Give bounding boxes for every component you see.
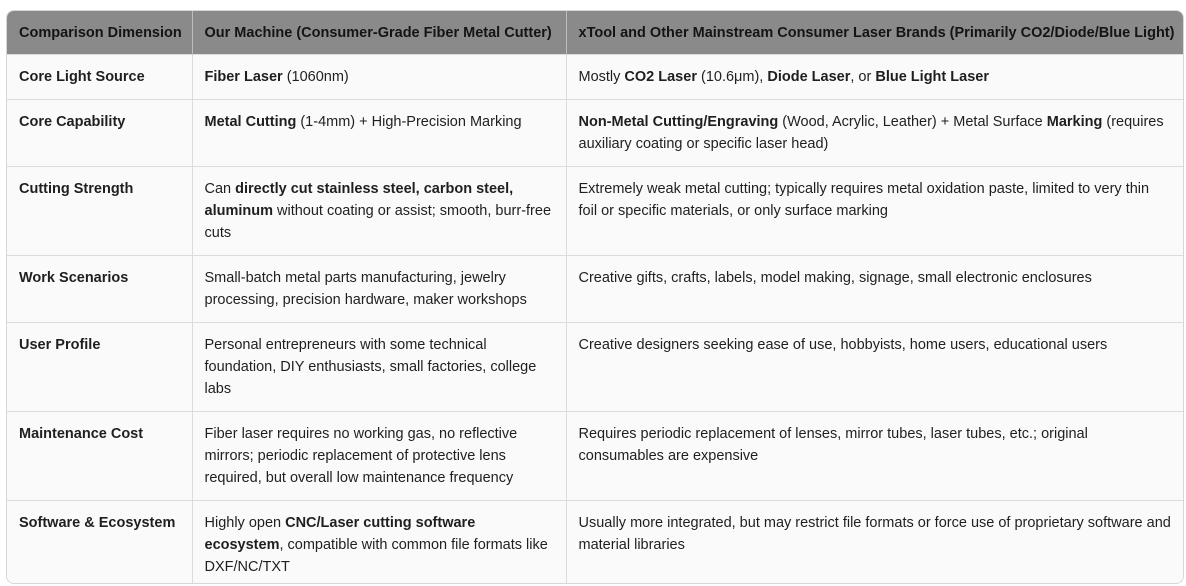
our-machine-cell <box>192 323 566 412</box>
text-run: Small-batch metal parts manufacturing, jewelry processing, precision hardware, maker workshops <box>204 270 527 308</box>
bold-text-run: Fiber Laser <box>204 69 283 85</box>
our-machine-cell <box>192 55 566 100</box>
other-brands-cell <box>566 100 1183 167</box>
text-run: , compatible with common file formats like DXF/NC/TXT <box>204 537 548 575</box>
text-run: (1060nm) <box>282 69 349 85</box>
text-run: Creative gifts, crafts, labels, model making, signage, small electronic enclosures <box>578 270 1092 286</box>
header-our-machine: Our Machine (Consumer-Grade Fiber Metal Cutter) <box>192 11 566 55</box>
other-brands-cell <box>566 501 1183 585</box>
text-run: (10.6μm), <box>696 69 768 85</box>
header-other-brands: xTool and Other Mainstream Consumer Laser Brands (Primarily CO2/Diode/Blue Light) <box>566 11 1183 55</box>
bold-text-run: directly cut stainless steel, carbon steel, aluminum <box>204 181 514 219</box>
table-row <box>7 256 1183 323</box>
text-run: Mostly <box>578 69 625 85</box>
row-dimension-cell: User Profile <box>7 323 192 412</box>
row-dimension-cell: Work Scenarios <box>7 256 192 323</box>
our-machine-cell <box>192 167 566 256</box>
text-run: Extremely weak metal cutting; typically requires metal oxidation paste, limited to very thin foil or specific materials, or only surface marking <box>578 181 1150 219</box>
text-run: Usually more integrated, but may restrict file formats or force use of proprietary software and material libraries <box>578 515 1171 553</box>
text-run: Personal entrepreneurs with some technical foundation, DIY enthusiasts, small factories, college labs <box>204 337 537 397</box>
text-run: Fiber laser requires no working gas, no reflective mirrors; periodic replacement of protective lens required, but overall low maintenance frequency <box>204 426 518 486</box>
row-dimension-cell: Maintenance Cost <box>7 412 192 501</box>
text-run: , or <box>850 69 876 85</box>
bold-text-run: Marking <box>1046 114 1103 130</box>
text-run: (1-4mm) + High-Precision Marking <box>296 114 522 130</box>
comparison-table <box>7 11 1183 584</box>
our-machine-cell <box>192 256 566 323</box>
other-brands-cell <box>566 167 1183 256</box>
row-dimension-cell: Software & Ecosystem <box>7 501 192 585</box>
bold-text-run: CNC/Laser cutting software ecosystem <box>204 515 476 553</box>
our-machine-cell <box>192 501 566 585</box>
bold-text-run: Diode Laser <box>767 69 851 85</box>
text-run: (Wood, Acrylic, Leather) + Metal Surface <box>778 114 1047 130</box>
table-row <box>7 167 1183 256</box>
table-row <box>7 412 1183 501</box>
text-run: without coating or assist; smooth, burr-free cuts <box>204 203 552 241</box>
other-brands-cell <box>566 323 1183 412</box>
table-row <box>7 100 1183 167</box>
other-brands-cell <box>566 256 1183 323</box>
bold-text-run: Blue Light Laser <box>875 69 989 85</box>
table-row <box>7 501 1183 585</box>
text-run: Can <box>204 181 236 197</box>
our-machine-cell <box>192 100 566 167</box>
text-run: Creative designers seeking ease of use, hobbyists, home users, educational users <box>578 337 1108 353</box>
table-row <box>7 323 1183 412</box>
row-dimension-cell: Cutting Strength <box>7 167 192 256</box>
bold-text-run: CO2 Laser <box>624 69 697 85</box>
table-header-row <box>7 11 1183 55</box>
row-dimension-cell: Core Light Source <box>7 55 192 100</box>
bold-text-run: Non-Metal Cutting/Engraving <box>578 114 779 130</box>
table-row <box>7 55 1183 100</box>
text-run: (requires auxiliary coating or specific laser head) <box>578 114 1164 152</box>
our-machine-cell <box>192 412 566 501</box>
bold-text-run: Metal Cutting <box>204 114 297 130</box>
text-run: Requires periodic replacement of lenses, mirror tubes, laser tubes, etc.; original consumables are expensive <box>578 426 1088 464</box>
comparison-table-container <box>6 10 1184 584</box>
row-dimension-cell: Core Capability <box>7 100 192 167</box>
other-brands-cell <box>566 55 1183 100</box>
header-comparison-dimension: Comparison Dimension <box>7 11 192 55</box>
text-run: Highly open <box>204 515 286 531</box>
other-brands-cell <box>566 412 1183 501</box>
